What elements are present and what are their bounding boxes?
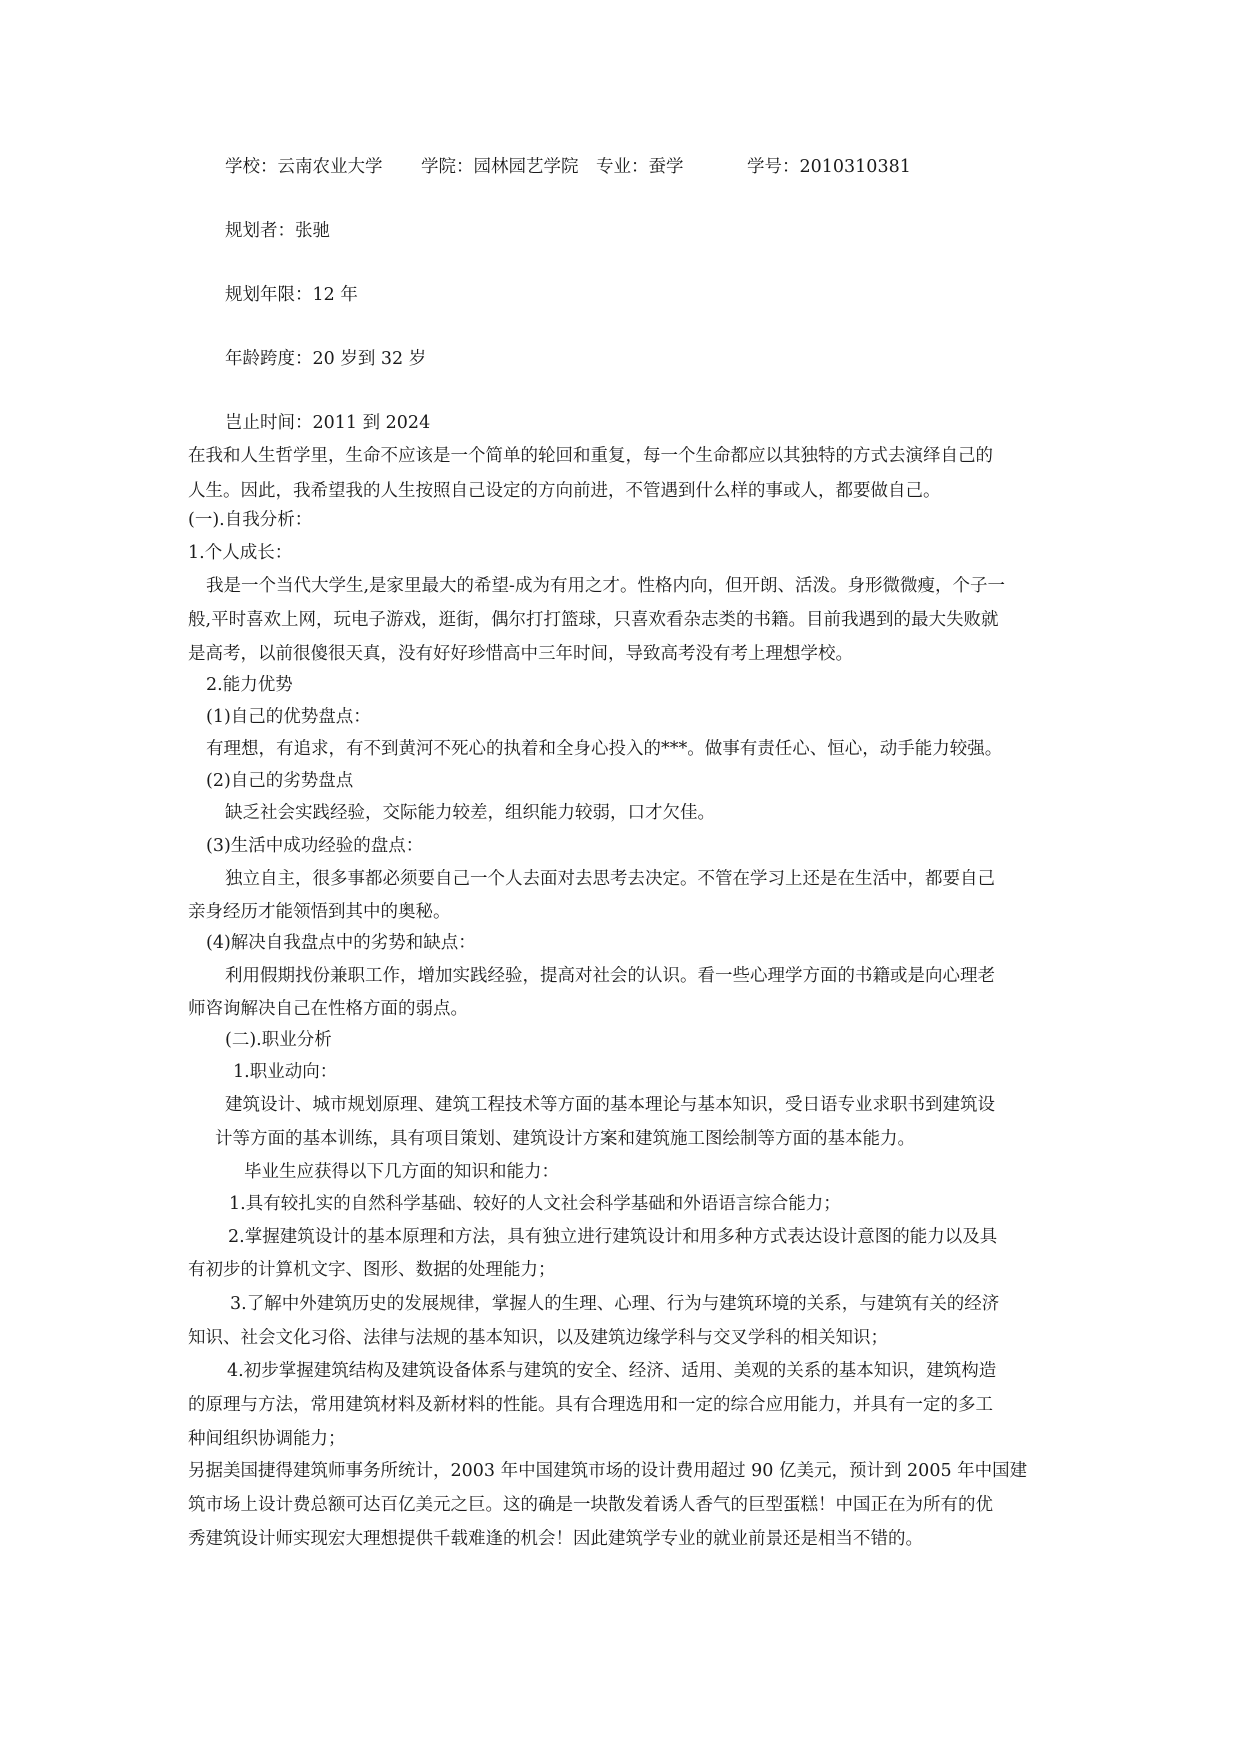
body-line: 建筑设计、城市规划原理、建筑工程技术等方面的基本理论与基本知识，受日语专业求职书到建筑设 <box>225 1095 995 1115</box>
body-line: 独立自主，很多事都必须要自己一个人去面对去思考去决定。不管在学习上还是在生活中，都要自己 <box>225 869 995 889</box>
body-line: 是高考，以前很傻很天真，没有好好珍惜高中三年时间，导致高考没有考上理想学校。 <box>188 644 853 664</box>
body-line: 般,平时喜欢上网，玩电子游戏，逛街，偶尔打打篮球，只喜欢看杂志类的书籍。目前我遇到的最大失败就 <box>188 610 999 630</box>
section-heading: (二).职业分析 <box>225 1030 332 1050</box>
list-heading: (4)解决自我盘点中的劣势和缺点： <box>206 933 476 953</box>
body-line: 利用假期找份兼职工作，增加实践经验，提高对社会的认识。看一些心理学方面的书籍或是向心理老 <box>225 966 995 986</box>
list-item: 4.初步掌握建筑结构及建筑设备体系与建筑的安全、经济、适用、美观的关系的基本知识，建筑构造 <box>227 1361 997 1381</box>
list-item: 2.掌握建筑设计的基本原理和方法，具有独立进行建筑设计和用多种方式表达设计意图的能力以及具 <box>228 1227 998 1247</box>
body-line: 秀建筑设计师实现宏大理想提供千载难逢的机会！因此建筑学专业的就业前景还是相当不错的。 <box>188 1529 923 1549</box>
school-field: 学校：云南农业大学 <box>225 157 383 177</box>
list-heading: (3)生活中成功经验的盘点： <box>206 836 424 856</box>
body-line: 师咨询解决自己在性格方面的弱点。 <box>188 999 468 1019</box>
body-line: 毕业生应获得以下几方面的知识和能力： <box>244 1162 559 1182</box>
college-field: 学院：园林园艺学院 <box>421 157 579 177</box>
body-line: 另据美国捷得建筑师事务所统计，2003 年中国建筑市场的设计费用超过 90 亿美元，预计到 2005 年中国建 <box>188 1461 1028 1481</box>
section-heading: (一).自我分析： <box>188 510 313 530</box>
list-item: 的原理与方法，常用建筑材料及新材料的性能。具有合理选用和一定的综合应用能力，并具有一定的多工 <box>188 1395 993 1415</box>
time-range-field: 岂止时间：2011 到 2024 <box>225 413 431 433</box>
body-line: 筑市场上设计费总额可达百亿美元之巨。这的确是一块散发着诱人香气的巨型蛋糕！中国正在为所有的优 <box>188 1495 993 1515</box>
list-heading: (2)自己的劣势盘点 <box>206 771 354 791</box>
body-line: 在我和人生哲学里，生命不应该是一个简单的轮回和重复，每一个生命都应以其独特的方式去演绎自己的 <box>188 446 993 466</box>
subsection-heading: 2.能力优势 <box>206 675 293 695</box>
major-field: 专业：蚕学 <box>596 157 684 177</box>
list-item: 有初步的计算机文字、图形、数据的处理能力； <box>188 1260 556 1280</box>
body-line: 人生。因此，我希望我的人生按照自己设定的方向前进，不管遇到什么样的事或人，都要做自己。 <box>188 481 941 501</box>
age-span-field: 年龄跨度：20 岁到 32 岁 <box>225 349 427 369</box>
list-item: 种间组织协调能力； <box>188 1429 346 1449</box>
list-item: 知识、社会文化习俗、法律与法规的基本知识，以及建筑边缘学科与交叉学科的相关知识； <box>188 1328 888 1348</box>
body-line: 有理想，有追求，有不到黄河不死心的执着和全身心投入的***。做事有责任心、恒心，动手能力较强。 <box>206 739 1003 759</box>
subsection-heading: 1.职业动向： <box>233 1062 338 1082</box>
subsection-heading: 1.个人成长： <box>188 543 293 563</box>
student-no-field: 学号：2010310381 <box>747 157 911 177</box>
planner-field: 规划者：张驰 <box>225 221 330 241</box>
body-line: 亲身经历才能领悟到其中的奥秘。 <box>188 902 451 922</box>
list-heading: (1)自己的优势盘点： <box>206 707 371 727</box>
list-item: 1.具有较扎实的自然科学基础、较好的人文社会科学基础和外语语言综合能力； <box>229 1194 841 1214</box>
body-line: 我是一个当代大学生,是家里最大的希望-成为有用之才。性格内向，但开朗、活泼。身形微微瘦，个子一 <box>206 576 1005 596</box>
list-item: 3.了解中外建筑历史的发展规律，掌握人的生理、心理、行为与建筑环境的关系，与建筑有关的经济 <box>230 1294 1000 1314</box>
body-line: 缺乏社会实践经验，交际能力较差，组织能力较弱，口才欠佳。 <box>225 803 715 823</box>
period-field: 规划年限：12 年 <box>225 285 358 305</box>
body-line: 计等方面的基本训练，具有项目策划、建筑设计方案和建筑施工图绘制等方面的基本能力。 <box>215 1129 915 1149</box>
